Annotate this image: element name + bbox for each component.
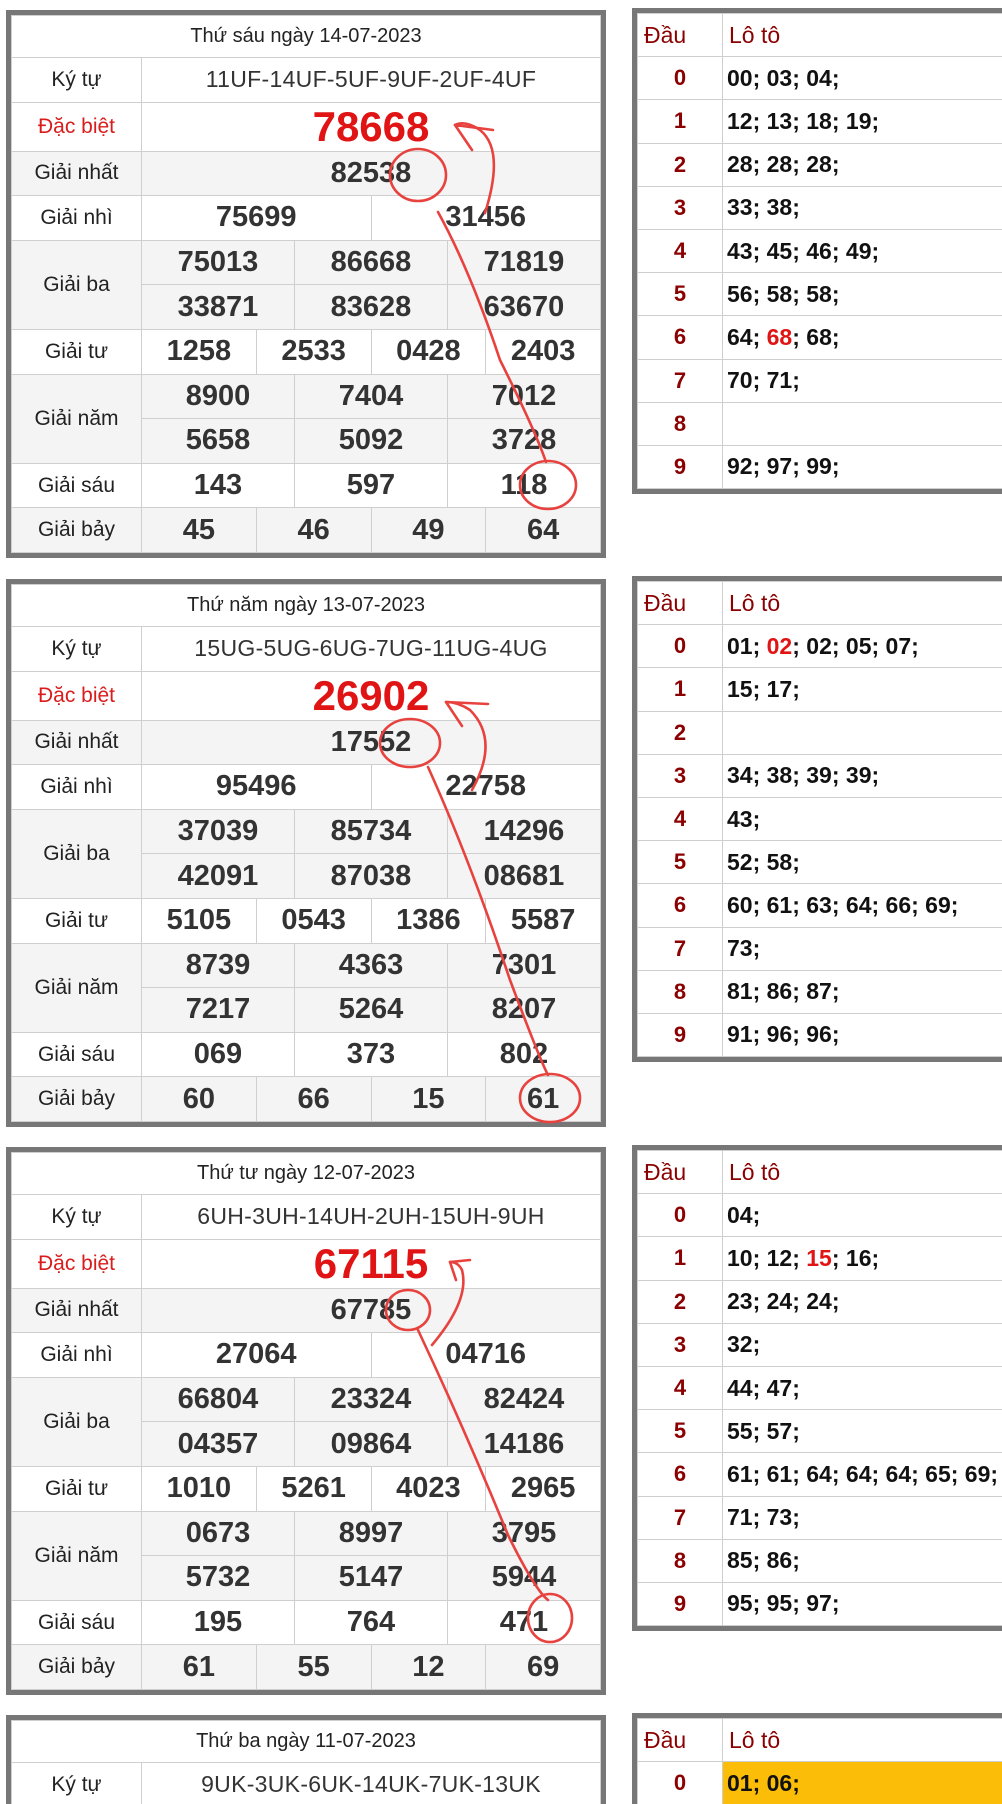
fourth-prize: 5105	[142, 898, 257, 943]
row-label: Giải sáu	[12, 1600, 142, 1645]
fifth-prize: 7217	[142, 988, 295, 1033]
second-prize: 95496	[142, 765, 372, 810]
dau-digit: 8	[638, 402, 723, 445]
loto-values: 34; 38; 39; 39;	[723, 754, 1002, 797]
row-label: Giải nhì	[12, 196, 142, 241]
third-prize: 86668	[295, 240, 448, 285]
loto-values: 43; 45; 46; 49;	[723, 229, 1002, 272]
loto-values	[723, 402, 1002, 445]
dau-digit: 5	[638, 273, 723, 316]
third-prize: 87038	[295, 854, 448, 899]
dau-digit: 7	[638, 1496, 723, 1539]
seventh-prize: 46	[256, 508, 371, 553]
sixth-prize: 118	[448, 463, 601, 508]
loto-values: 52; 58;	[723, 841, 1002, 884]
dau-header: Đầu	[638, 14, 723, 57]
sixth-prize: 069	[142, 1032, 295, 1077]
loto-special-value: 15	[806, 1244, 832, 1271]
loto-values: 91; 96; 96;	[723, 1013, 1002, 1056]
ky-tu-codes: 11UF-14UF-5UF-9UF-2UF-4UF	[142, 58, 601, 103]
dau-digit: 6	[638, 884, 723, 927]
loto-values: 33; 38;	[723, 186, 1002, 229]
first-prize: 17552	[142, 720, 601, 765]
row-label: Đặc biệt	[12, 671, 142, 720]
fourth-prize: 2403	[486, 329, 601, 374]
dau-digit: 2	[638, 1280, 723, 1323]
third-prize: 37039	[142, 809, 295, 854]
fifth-prize: 4363	[295, 943, 448, 988]
row-label: Giải bảy	[12, 508, 142, 553]
loto-values	[723, 625, 1002, 668]
dau-digit: 5	[638, 1410, 723, 1453]
fourth-prize: 2533	[256, 329, 371, 374]
row-label: Ký tự	[12, 1195, 142, 1240]
fifth-prize: 7012	[448, 374, 601, 419]
row-label: Giải tư	[12, 898, 142, 943]
fifth-prize: 3795	[448, 1511, 601, 1556]
dau-digit: 4	[638, 229, 723, 272]
fifth-prize: 5092	[295, 419, 448, 464]
fourth-prize: 1010	[142, 1466, 257, 1511]
fifth-prize: 8207	[448, 988, 601, 1033]
loto-values: 85; 86;	[723, 1539, 1002, 1582]
loto-table	[632, 1713, 1002, 1804]
sixth-prize: 195	[142, 1600, 295, 1645]
special-prize: 67115	[142, 1239, 601, 1288]
loto-value: ; 16;	[831, 1244, 880, 1271]
seventh-prize: 12	[371, 1645, 486, 1690]
row-label: Ký tự	[12, 58, 142, 103]
fifth-prize: 5732	[142, 1556, 295, 1601]
third-prize: 04357	[142, 1422, 295, 1467]
fifth-prize: 5944	[448, 1556, 601, 1601]
loto-header: Lô tô	[723, 14, 1002, 57]
loto-values: 95; 95; 97;	[723, 1582, 1002, 1625]
fifth-prize: 8997	[295, 1511, 448, 1556]
loto-table	[632, 1145, 1002, 1631]
dau-digit: 2	[638, 143, 723, 186]
fourth-prize: 5261	[256, 1466, 371, 1511]
row-label: Giải nhất	[12, 720, 142, 765]
loto-value: ; 68;	[792, 323, 840, 350]
fourth-prize: 4023	[371, 1466, 486, 1511]
row-label: Ký tự	[12, 1763, 142, 1804]
sixth-prize: 373	[295, 1032, 448, 1077]
row-label: Giải sáu	[12, 463, 142, 508]
row-label: Giải ba	[12, 240, 142, 329]
third-prize: 09864	[295, 1422, 448, 1467]
fourth-prize: 1386	[371, 898, 486, 943]
dau-digit: 2	[638, 711, 723, 754]
loto-header: Lô tô	[723, 582, 1002, 625]
loto-value: 01;	[727, 632, 767, 659]
fourth-prize: 5587	[486, 898, 601, 943]
loto-table	[632, 576, 1002, 1062]
loto-values	[723, 711, 1002, 754]
row-label: Giải bảy	[12, 1645, 142, 1690]
second-prize: 27064	[142, 1333, 372, 1378]
loto-values: 71; 73;	[723, 1496, 1002, 1539]
dau-digit: 0	[638, 1194, 723, 1237]
seventh-prize: 49	[371, 508, 486, 553]
third-prize: 85734	[295, 809, 448, 854]
sixth-prize: 471	[448, 1600, 601, 1645]
prize-table	[6, 1715, 606, 1804]
loto-header: Lô tô	[723, 1151, 1002, 1194]
prize-table	[6, 1147, 606, 1695]
loto-values: 56; 58; 58;	[723, 273, 1002, 316]
seventh-prize: 66	[256, 1077, 371, 1122]
fifth-prize: 5264	[295, 988, 448, 1033]
dau-digit: 7	[638, 359, 723, 402]
fourth-prize: 1258	[142, 329, 257, 374]
fifth-prize: 7404	[295, 374, 448, 419]
loto-value: 64;	[727, 323, 767, 350]
dau-digit: 3	[638, 1323, 723, 1366]
third-prize: 82424	[448, 1377, 601, 1422]
seventh-prize: 15	[371, 1077, 486, 1122]
third-prize: 14186	[448, 1422, 601, 1467]
row-label: Giải nhì	[12, 765, 142, 810]
draw-date-header: Thứ năm ngày 13-07-2023	[12, 585, 601, 627]
loto-values: 28; 28; 28;	[723, 143, 1002, 186]
third-prize: 71819	[448, 240, 601, 285]
row-label: Giải nhất	[12, 1288, 142, 1333]
dau-header: Đầu	[638, 1719, 723, 1762]
sixth-prize: 764	[295, 1600, 448, 1645]
seventh-prize: 64	[486, 508, 601, 553]
loto-values	[723, 316, 1002, 359]
loto-special-value: 68	[766, 323, 793, 350]
prize-table	[6, 579, 606, 1127]
dau-digit: 0	[638, 625, 723, 668]
seventh-prize: 55	[256, 1645, 371, 1690]
dau-digit: 5	[638, 841, 723, 884]
dau-digit: 8	[638, 970, 723, 1013]
sixth-prize: 597	[295, 463, 448, 508]
prize-table	[6, 10, 606, 558]
dau-digit: 3	[638, 754, 723, 797]
fourth-prize: 0428	[371, 329, 486, 374]
seventh-prize: 60	[142, 1077, 257, 1122]
seventh-prize: 69	[486, 1645, 601, 1690]
third-prize: 63670	[448, 285, 601, 330]
second-prize: 04716	[371, 1333, 601, 1378]
loto-values: 01; 06;	[723, 1762, 1002, 1804]
loto-values: 12; 13; 18; 19;	[723, 100, 1002, 143]
dau-header: Đầu	[638, 582, 723, 625]
row-label: Giải ba	[12, 1377, 142, 1466]
seventh-prize: 61	[142, 1645, 257, 1690]
loto-values	[723, 1237, 1002, 1280]
fifth-prize: 3728	[448, 419, 601, 464]
dau-digit: 1	[638, 668, 723, 711]
fifth-prize: 8739	[142, 943, 295, 988]
fourth-prize: 0543	[256, 898, 371, 943]
second-prize: 22758	[371, 765, 601, 810]
loto-special-value: 02	[766, 632, 793, 659]
loto-values: 60; 61; 63; 64; 66; 69;	[723, 884, 1002, 927]
third-prize: 66804	[142, 1377, 295, 1422]
loto-values: 92; 97; 99;	[723, 445, 1002, 488]
fourth-prize: 2965	[486, 1466, 601, 1511]
row-label: Giải ba	[12, 809, 142, 898]
dau-digit: 4	[638, 1366, 723, 1409]
row-label: Giải tư	[12, 1466, 142, 1511]
third-prize: 08681	[448, 854, 601, 899]
dau-digit: 1	[638, 100, 723, 143]
row-label: Đặc biệt	[12, 1239, 142, 1288]
first-prize: 82538	[142, 151, 601, 196]
loto-value: ; 02; 05; 07;	[792, 632, 919, 659]
draw-date-header: Thứ ba ngày 11-07-2023	[12, 1721, 601, 1763]
row-label: Giải nhất	[12, 151, 142, 196]
row-label: Đặc biệt	[12, 102, 142, 151]
loto-values: 44; 47;	[723, 1366, 1002, 1409]
row-label: Giải năm	[12, 374, 142, 463]
dau-digit: 9	[638, 445, 723, 488]
third-prize: 42091	[142, 854, 295, 899]
second-prize: 75699	[142, 196, 372, 241]
row-label: Giải năm	[12, 1511, 142, 1600]
ky-tu-codes: 9UK-3UK-6UK-14UK-7UK-13UK	[142, 1763, 601, 1804]
third-prize: 83628	[295, 285, 448, 330]
draw-date-header: Thứ tư ngày 12-07-2023	[12, 1153, 601, 1195]
loto-values: 00; 03; 04;	[723, 57, 1002, 100]
ky-tu-codes: 15UG-5UG-6UG-7UG-11UG-4UG	[142, 627, 601, 672]
dau-digit: 3	[638, 186, 723, 229]
row-label: Giải bảy	[12, 1077, 142, 1122]
loto-values: 55; 57;	[723, 1410, 1002, 1453]
row-label: Giải năm	[12, 943, 142, 1032]
fifth-prize: 0673	[142, 1511, 295, 1556]
second-prize: 31456	[371, 196, 601, 241]
third-prize: 75013	[142, 240, 295, 285]
row-label: Ký tự	[12, 627, 142, 672]
fifth-prize: 5147	[295, 1556, 448, 1601]
loto-header: Lô tô	[723, 1719, 1002, 1762]
loto-values: 23; 24; 24;	[723, 1280, 1002, 1323]
ky-tu-codes: 6UH-3UH-14UH-2UH-15UH-9UH	[142, 1195, 601, 1240]
row-label: Giải tư	[12, 329, 142, 374]
dau-digit: 7	[638, 927, 723, 970]
loto-values: 04;	[723, 1194, 1002, 1237]
sixth-prize: 802	[448, 1032, 601, 1077]
loto-values: 43;	[723, 797, 1002, 840]
dau-digit: 9	[638, 1582, 723, 1625]
seventh-prize: 61	[486, 1077, 601, 1122]
third-prize: 23324	[295, 1377, 448, 1422]
first-prize: 67785	[142, 1288, 601, 1333]
fifth-prize: 8900	[142, 374, 295, 419]
special-prize: 78668	[142, 102, 601, 151]
loto-value: 10; 12;	[727, 1244, 807, 1271]
dau-digit: 4	[638, 797, 723, 840]
loto-values: 61; 61; 64; 64; 64; 65; 69;	[723, 1453, 1002, 1496]
seventh-prize: 45	[142, 508, 257, 553]
dau-digit: 6	[638, 1453, 723, 1496]
dau-digit: 1	[638, 1237, 723, 1280]
draw-date-header: Thứ sáu ngày 14-07-2023	[12, 16, 601, 58]
dau-digit: 6	[638, 316, 723, 359]
row-label: Giải sáu	[12, 1032, 142, 1077]
third-prize: 33871	[142, 285, 295, 330]
dau-digit: 0	[638, 1762, 723, 1804]
loto-values: 70; 71;	[723, 359, 1002, 402]
fifth-prize: 7301	[448, 943, 601, 988]
sixth-prize: 143	[142, 463, 295, 508]
dau-digit: 0	[638, 57, 723, 100]
loto-values: 32;	[723, 1323, 1002, 1366]
dau-digit: 9	[638, 1013, 723, 1056]
fifth-prize: 5658	[142, 419, 295, 464]
loto-values: 73;	[723, 927, 1002, 970]
loto-values: 15; 17;	[723, 668, 1002, 711]
loto-values: 81; 86; 87;	[723, 970, 1002, 1013]
special-prize: 26902	[142, 671, 601, 720]
third-prize: 14296	[448, 809, 601, 854]
dau-header: Đầu	[638, 1151, 723, 1194]
loto-table	[632, 8, 1002, 494]
dau-digit: 8	[638, 1539, 723, 1582]
row-label: Giải nhì	[12, 1333, 142, 1378]
